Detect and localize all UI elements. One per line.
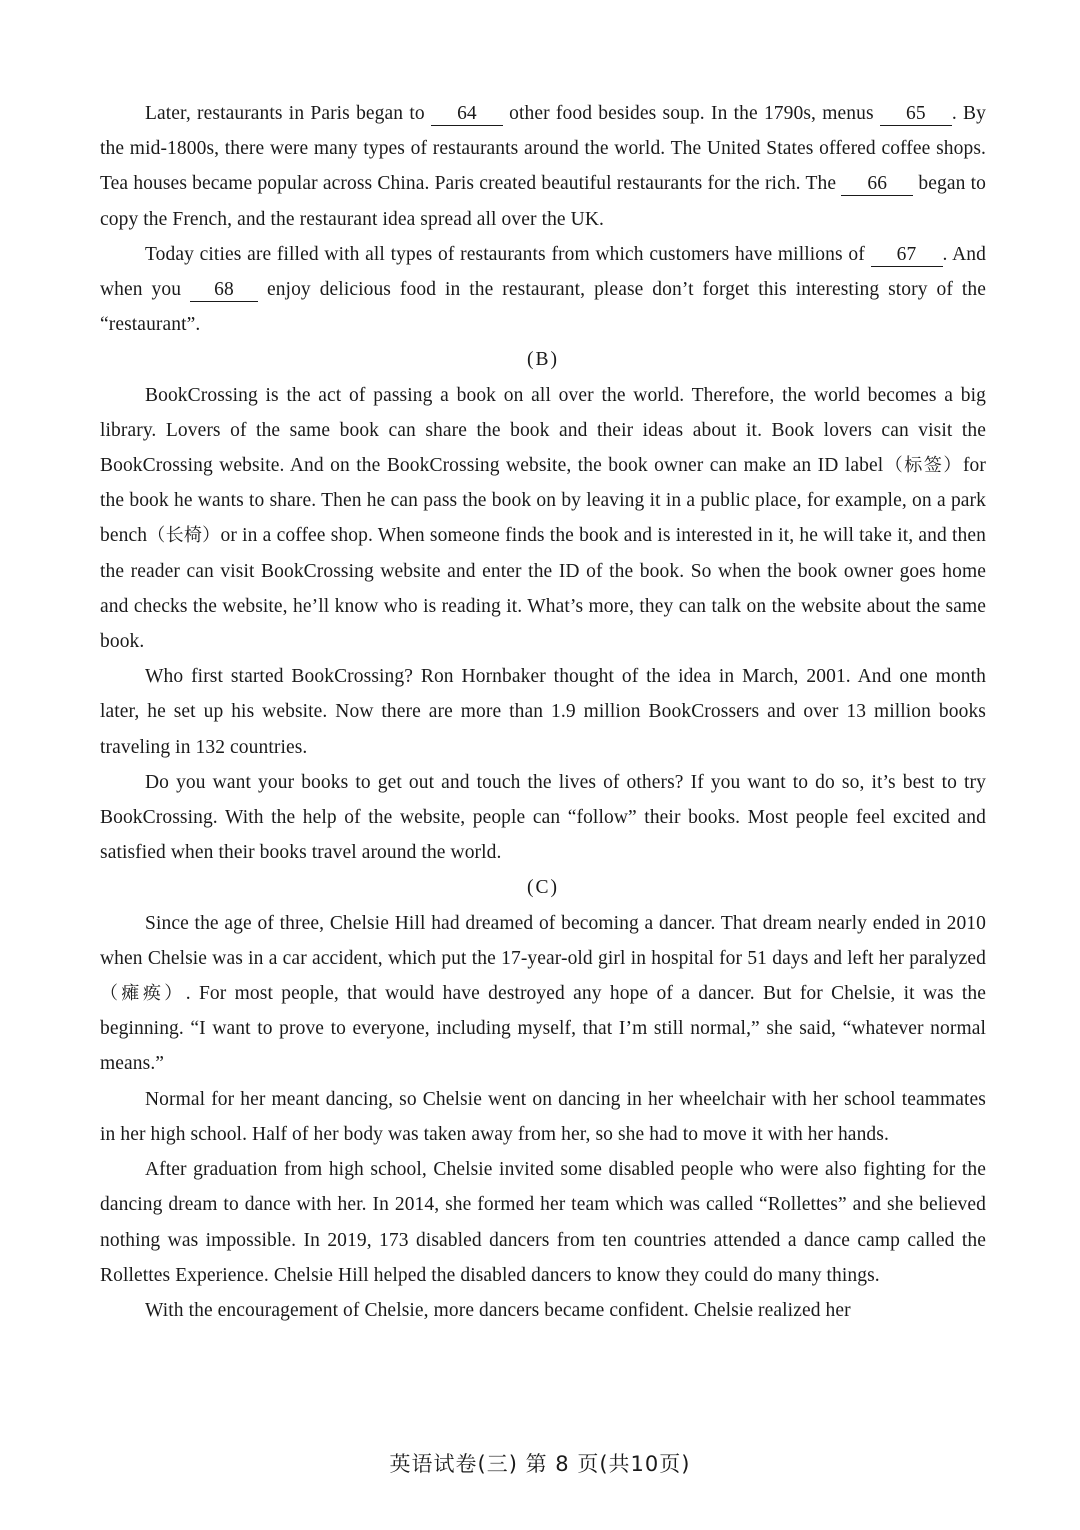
section-title-b: (B) [527,349,559,371]
blank-64: 64 [431,103,503,126]
section-title-c: (C) [527,877,559,899]
text-run: began to copy the French, and the restaurant idea spread all over the UK. [100,173,986,230]
page-footer: 英语试卷(三) 第 8 页(共10页) [389,1452,691,1476]
text-run: BookCrossing is the act of passing a book on all over the world. Therefore, the world becomes a big library. Lovers of the same book can share the book and their ideas about it. Book lovers can visit the BookCrossing website. And on the BookCrossing website, the book owner can make an ID label [100,384,986,477]
text-run: or in a coffee shop. When someone finds the book and is interested in it, he will take it, and then the reader can visit BookCrossing website and enter the ID of the book. So when the book owner goes home and checks the website, he’ll know who is reading it. What’s more, they can talk on the website about the same book. [100,525,986,653]
paragraph-c4: With the encouragement of Chelsie, more dancers became confident. Chelsie realized her [145,1299,851,1321]
paragraph-c3: After graduation from high school, Chelsie invited some disabled people who were also fighting for the dancing dream to dance with her. In 2014, she formed her team which was called “Rollettes” and she believed nothing was impossible. In 2019, 173 disabled dancers from ten countries attended a dance camp called the Rollettes Experience. Chelsie Hill helped the disabled dancers to know they could do many things. [100,1159,986,1286]
text-run: Since the age of three, Chelsie Hill had dreamed of becoming a dancer. That dream nearly ended in 2010 when Chelsie was in a car accident, which put the 17-year-old girl in hospital for 51 days and left her paralyzed [100,912,986,969]
chinese-gloss: （长椅） [147,525,221,547]
paragraph-b3: Do you want your books to get out and touch the lives of others? If you want to do so, it’s best to try BookCrossing. With the help of the website, people can “follow” their books. Most people feel excited and satisfied when their books travel around the world. [100,771,986,864]
paragraph-a1 [100,96,986,237]
text-run: enjoy delicious food in the restaurant, please don’t forget this interesting story of the “restaurant”. [100,279,986,336]
paragraph-b2: Who first started BookCrossing? Ron Hornbaker thought of the idea in March, 2001. And one month later, he set up his website. Now there are more than 1.9 million BookCrossers and over 13 million books traveling in 132 countries. [100,666,986,758]
paragraph-c2: Normal for her meant dancing, so Chelsie went on dancing in her wheelchair with her school teammates in her high school. Half of her body was taken away from her, so she had to move it with her hands. [100,1088,986,1145]
chinese-gloss: （瘫痪） [100,983,186,1005]
paragraph-a2 [100,237,986,343]
blank-66: 66 [841,173,913,196]
text-run: Today cities are filled with all types of restaurants from which customers have millions of [145,243,871,265]
text-run: . And when you [100,243,986,301]
blank-67: 67 [871,244,943,267]
paragraph-c1 [100,906,986,1082]
text-run: Later, restaurants in Paris began to [145,103,431,124]
text-run: for the book he wants to share. Then he can pass the book on by leaving it in a public place, for example, on a park bench [100,455,986,547]
text-run: . By the mid-1800s, there were many types of restaurants around the world. The United States offered coffee shops. Tea houses became popular across China. Paris created beautiful restaurants for the rich. The [100,103,986,195]
blank-68: 68 [190,279,258,302]
text-run: . For most people, that would have destroyed any hope of a dancer. But for Chelsie, it was the beginning. “I want to prove to everyone, including myself, that I’m still normal,” she said, “whatever normal means.” [100,983,986,1075]
blank-65: 65 [880,103,952,126]
paragraph-b1 [100,378,986,660]
exam-page-body [100,96,986,1328]
chinese-gloss: （标签） [883,455,963,477]
text-run: other food besides soup. In the 1790s, menus [502,103,880,124]
